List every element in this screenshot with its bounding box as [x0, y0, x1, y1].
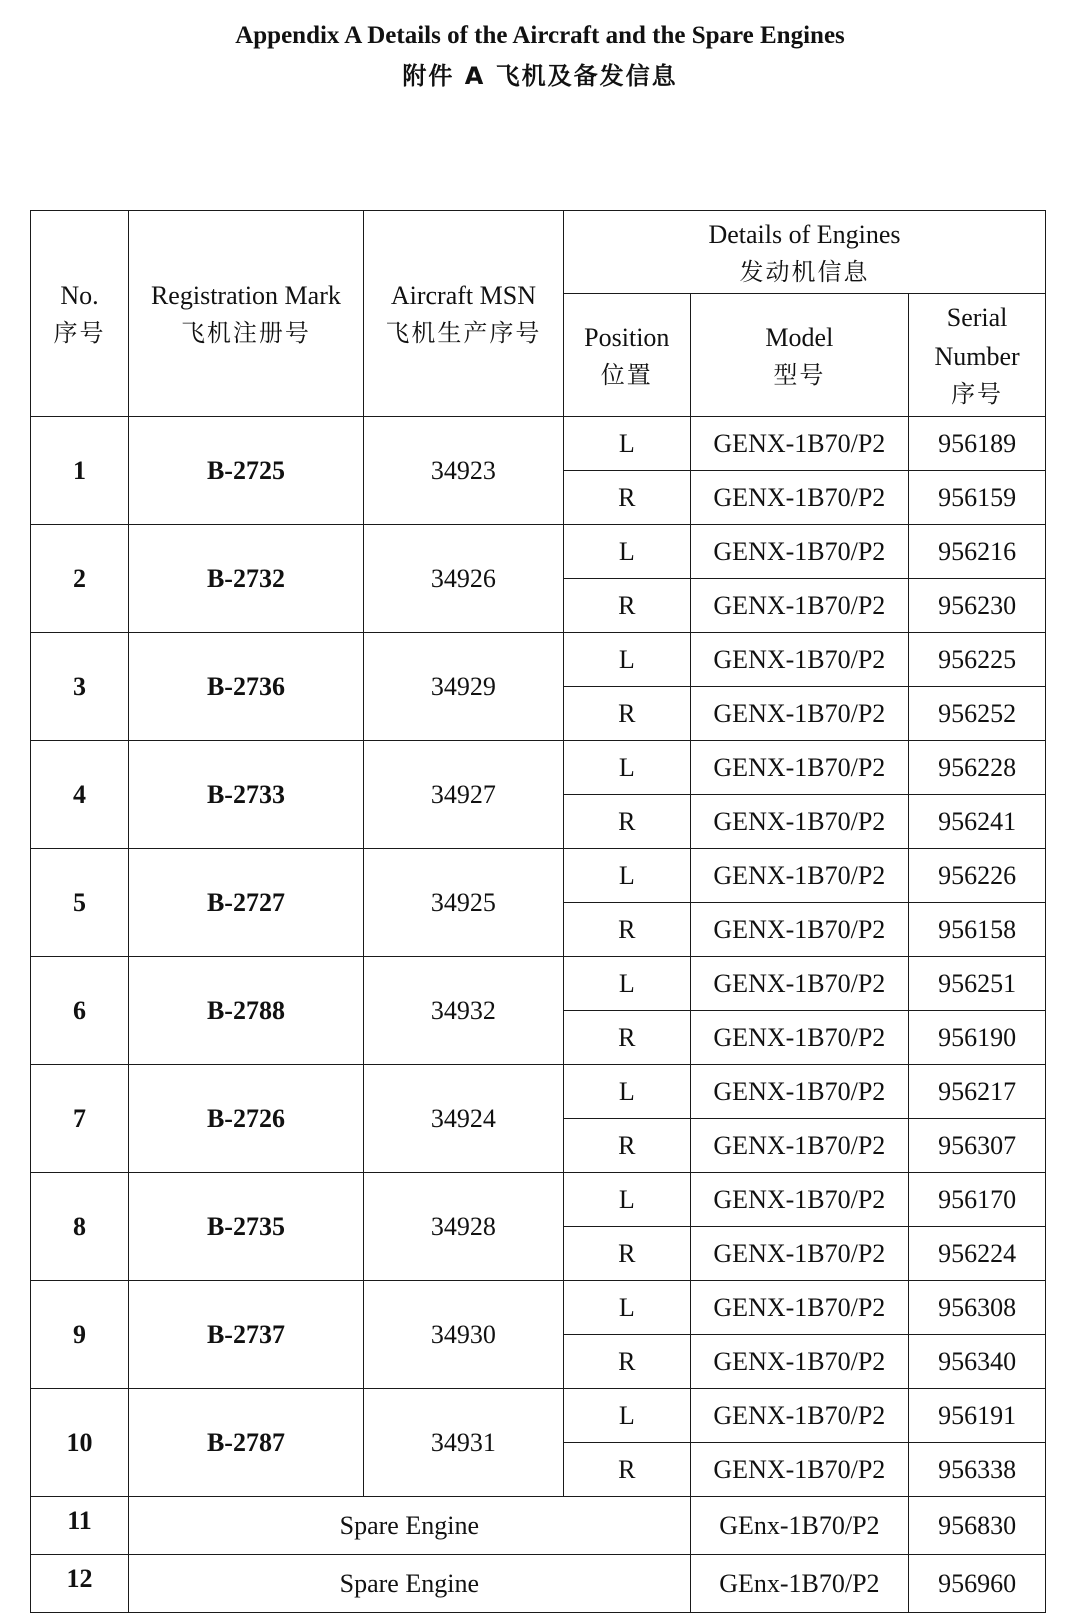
spare-engine-row — [31, 1555, 1046, 1613]
table-row — [31, 957, 1046, 1011]
engine-model: GENX-1B70/P2 — [690, 1065, 909, 1119]
engine-model: GENX-1B70/P2 — [690, 1389, 909, 1443]
table-row — [31, 741, 1046, 795]
engine-model: GENX-1B70/P2 — [690, 1335, 909, 1389]
spare-engine-serial: 956830 — [909, 1497, 1046, 1555]
aircraft-no: 10 — [31, 1389, 129, 1497]
engine-position: L — [564, 741, 691, 795]
registration-mark: B-2787 — [129, 1389, 364, 1497]
table-row — [31, 525, 1046, 579]
header-engines-en: Details of Engines — [708, 219, 901, 249]
engine-position: L — [564, 525, 691, 579]
aircraft-engine-table — [30, 210, 1046, 1613]
header-engines — [564, 211, 1046, 294]
header-serial-en1: Serial — [946, 303, 1008, 332]
registration-mark: B-2733 — [129, 741, 364, 849]
engine-model: GENX-1B70/P2 — [690, 903, 909, 957]
engine-position: R — [564, 471, 691, 525]
spare-engine-model: GEnx-1B70/P2 — [690, 1497, 909, 1555]
page-title: Appendix A Details of the Aircraft and the Spare Engines — [235, 22, 845, 49]
engine-serial: 956226 — [909, 849, 1046, 903]
engine-serial: 956251 — [909, 957, 1046, 1011]
registration-mark: B-2788 — [129, 957, 364, 1065]
table-row — [31, 1065, 1046, 1119]
table-row — [31, 1281, 1046, 1335]
engine-serial: 956216 — [909, 525, 1046, 579]
aircraft-no: 5 — [31, 849, 129, 957]
aircraft-no: 6 — [31, 957, 129, 1065]
aircraft-no: 9 — [31, 1281, 129, 1389]
aircraft-no: 2 — [31, 525, 129, 633]
table-header-row — [31, 211, 1046, 294]
page-title-chinese: 附件 A 飞机及备发信息 — [402, 62, 678, 90]
engine-serial: 956308 — [909, 1281, 1046, 1335]
engine-model: GENX-1B70/P2 — [690, 957, 909, 1011]
engine-model: GENX-1B70/P2 — [690, 471, 909, 525]
engine-serial: 956190 — [909, 1011, 1046, 1065]
engine-serial: 956252 — [909, 687, 1046, 741]
aircraft-msn: 34925 — [363, 849, 563, 957]
registration-mark: B-2725 — [129, 417, 364, 525]
engine-position: L — [564, 417, 691, 471]
engine-position: L — [564, 957, 691, 1011]
engine-serial: 956307 — [909, 1119, 1046, 1173]
engine-position: R — [564, 579, 691, 633]
engine-model: GENX-1B70/P2 — [690, 1011, 909, 1065]
engine-position: L — [564, 849, 691, 903]
engine-position: R — [564, 1335, 691, 1389]
spare-engine-serial: 956960 — [909, 1555, 1046, 1613]
header-no — [31, 211, 129, 417]
header-position-en: Position — [584, 322, 670, 352]
aircraft-msn: 34932 — [363, 957, 563, 1065]
engine-position: L — [564, 1065, 691, 1119]
registration-mark: B-2735 — [129, 1173, 364, 1281]
engine-position: R — [564, 1011, 691, 1065]
registration-mark: B-2736 — [129, 633, 364, 741]
table-row — [31, 1389, 1046, 1443]
aircraft-msn: 34931 — [363, 1389, 563, 1497]
spare-engine-label: Spare Engine — [129, 1555, 691, 1613]
header-no-en: No. — [60, 281, 99, 310]
header-position-cn: 位置 — [600, 360, 653, 389]
engine-model: GENX-1B70/P2 — [690, 741, 909, 795]
header-msn-en: Aircraft MSN — [390, 281, 536, 310]
engine-model: GENX-1B70/P2 — [690, 795, 909, 849]
aircraft-no: 7 — [31, 1065, 129, 1173]
engine-serial: 956217 — [909, 1065, 1046, 1119]
header-model-cn: 型号 — [773, 360, 826, 389]
engine-serial: 956191 — [909, 1389, 1046, 1443]
engine-serial: 956189 — [909, 417, 1046, 471]
engine-model: GENX-1B70/P2 — [690, 525, 909, 579]
header-registration — [129, 211, 364, 417]
registration-mark: B-2726 — [129, 1065, 364, 1173]
engine-serial: 956340 — [909, 1335, 1046, 1389]
table-row — [31, 633, 1046, 687]
engine-position: R — [564, 903, 691, 957]
engine-serial: 956158 — [909, 903, 1046, 957]
registration-mark: B-2732 — [129, 525, 364, 633]
engine-position: R — [564, 687, 691, 741]
engine-serial: 956224 — [909, 1227, 1046, 1281]
engine-serial: 956228 — [909, 741, 1046, 795]
engine-model: GENX-1B70/P2 — [690, 417, 909, 471]
engine-model: GENX-1B70/P2 — [690, 1119, 909, 1173]
engine-position: L — [564, 1389, 691, 1443]
engine-serial: 956230 — [909, 579, 1046, 633]
table-row — [31, 1173, 1046, 1227]
table-row — [31, 417, 1046, 471]
aircraft-no: 3 — [31, 633, 129, 741]
aircraft-no: 1 — [31, 417, 129, 525]
spare-engine-model: GEnx-1B70/P2 — [690, 1555, 909, 1613]
engine-position: R — [564, 1443, 691, 1497]
registration-mark: B-2737 — [129, 1281, 364, 1389]
header-registration-en: Registration Mark — [150, 281, 341, 310]
header-registration-cn: 飞机注册号 — [180, 319, 311, 347]
header-model — [690, 294, 909, 417]
engine-position: L — [564, 1281, 691, 1335]
aircraft-msn: 34928 — [363, 1173, 563, 1281]
spare-no: 11 — [31, 1497, 129, 1555]
engine-serial: 956241 — [909, 795, 1046, 849]
engine-serial: 956225 — [909, 633, 1046, 687]
aircraft-msn: 34924 — [363, 1065, 563, 1173]
engine-serial: 956159 — [909, 471, 1046, 525]
engine-model: GENX-1B70/P2 — [690, 1173, 909, 1227]
header-position — [564, 294, 691, 417]
aircraft-msn: 34923 — [363, 417, 563, 525]
aircraft-no: 4 — [31, 741, 129, 849]
engine-position: L — [564, 633, 691, 687]
header-msn — [363, 211, 563, 417]
engine-position: R — [564, 795, 691, 849]
engine-serial: 956338 — [909, 1443, 1046, 1497]
engine-model: GENX-1B70/P2 — [690, 1227, 909, 1281]
aircraft-msn: 34929 — [363, 633, 563, 741]
header-msn-cn: 飞机生产序号 — [385, 319, 542, 347]
header-engines-cn: 发动机信息 — [739, 257, 870, 286]
table-row — [31, 849, 1046, 903]
spare-no: 12 — [31, 1555, 129, 1613]
engine-model: GENX-1B70/P2 — [690, 849, 909, 903]
aircraft-msn: 34926 — [363, 525, 563, 633]
header-serial — [909, 294, 1046, 417]
aircraft-msn: 34930 — [363, 1281, 563, 1389]
header-serial-cn: 序号 — [951, 380, 1004, 408]
aircraft-no: 8 — [31, 1173, 129, 1281]
engine-model: GENX-1B70/P2 — [690, 687, 909, 741]
engine-position: R — [564, 1119, 691, 1173]
engine-model: GENX-1B70/P2 — [690, 579, 909, 633]
header-no-cn: 序号 — [53, 319, 106, 347]
engine-model: GENX-1B70/P2 — [690, 1443, 909, 1497]
header-model-en: Model — [765, 322, 834, 352]
engine-serial: 956170 — [909, 1173, 1046, 1227]
aircraft-msn: 34927 — [363, 741, 563, 849]
header-serial-en2: Number — [934, 342, 1020, 371]
engine-position: R — [564, 1227, 691, 1281]
spare-engine-row — [31, 1497, 1046, 1555]
engine-position: L — [564, 1173, 691, 1227]
spare-engine-label: Spare Engine — [129, 1497, 691, 1555]
engine-model: GENX-1B70/P2 — [690, 633, 909, 687]
registration-mark: B-2727 — [129, 849, 364, 957]
engine-model: GENX-1B70/P2 — [690, 1281, 909, 1335]
